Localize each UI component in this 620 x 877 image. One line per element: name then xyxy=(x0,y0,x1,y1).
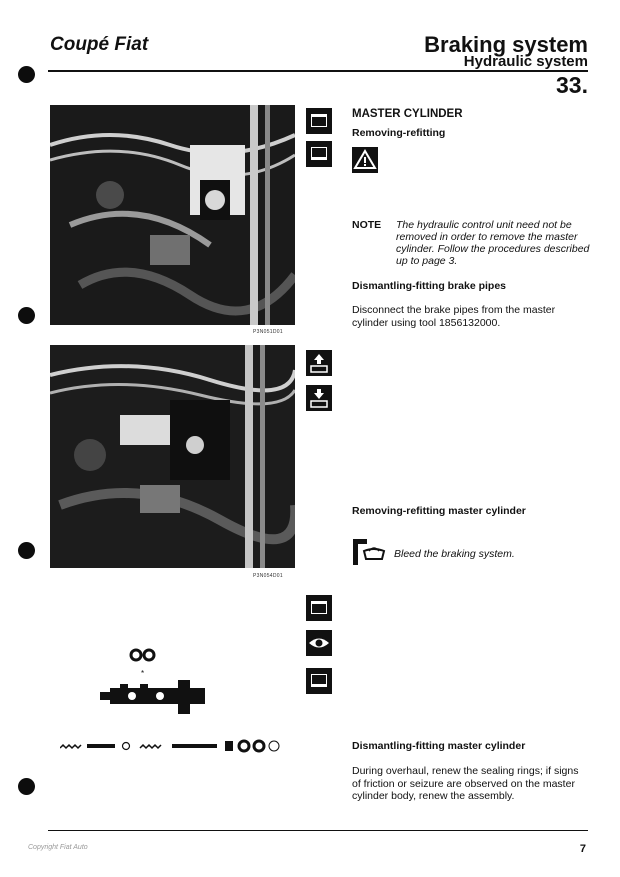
section-heading: MASTER CYLINDER xyxy=(352,108,463,120)
exploded-drawing-svg xyxy=(60,640,300,765)
footer-rule xyxy=(48,830,588,831)
bleed-brakes-icon xyxy=(352,537,386,567)
brake-pipes-text: Disconnect the brake pipes from the master cylinder using tool 1856132000. xyxy=(352,304,556,329)
procedure-symbol-icon xyxy=(306,108,332,134)
eye-inspect-icon xyxy=(306,630,332,656)
brake-pipes-heading: Dismantling-fitting brake pipes xyxy=(352,280,507,292)
warning-triangle-icon-svg xyxy=(352,147,378,173)
refit-symbol-icon xyxy=(306,385,332,411)
chapter-subtitle: Hydraulic system xyxy=(463,53,588,70)
refit-arrow-svg xyxy=(306,385,332,411)
procedure-symbol-icon xyxy=(306,595,332,621)
binder-hole xyxy=(18,542,35,559)
eye-inspect-svg xyxy=(306,630,332,656)
remove-symbol-icon xyxy=(306,350,332,376)
section-subheading: Removing-refitting xyxy=(352,127,446,139)
bleed-brakes-svg xyxy=(352,537,386,567)
remove-arrow-svg xyxy=(306,350,332,376)
procedure-symbol-icon xyxy=(306,668,332,694)
binder-hole xyxy=(18,66,35,83)
engine-photo-2 xyxy=(50,345,295,568)
engine-photo-1 xyxy=(50,105,295,325)
figure-caption: P3N051D01 xyxy=(253,329,283,335)
copyright-text: Copyright Fiat Auto xyxy=(28,844,88,851)
removing-master-heading: Removing-refitting master cylinder xyxy=(352,505,526,517)
chapter-title: Braking system xyxy=(424,32,588,57)
engine-photo-1-graphic xyxy=(50,105,295,325)
master-cylinder-exploded-drawing xyxy=(60,640,300,765)
warning-triangle-icon xyxy=(352,147,378,173)
dismantling-master-heading: Dismantling-fitting master cylinder xyxy=(352,740,526,752)
header-rule xyxy=(48,70,588,72)
binder-hole xyxy=(18,778,35,795)
section-number: 33. xyxy=(556,72,588,98)
dismantling-master-text: During overhaul, renew the sealing rings; if signs of friction or seizure are observed on the master cylinder body, renew the assembly. xyxy=(352,765,579,802)
figure-caption: P3N054D01 xyxy=(253,573,283,579)
note-text: The hydraulic control unit need not be removed in order to remove the master cylinder. Follow the procedures described up to page 3. xyxy=(396,219,590,267)
procedure-symbol-icon xyxy=(306,141,332,167)
binder-hole xyxy=(18,307,35,324)
svg-text:*: * xyxy=(141,669,145,678)
page-number: 7 xyxy=(579,843,586,855)
bleed-text: Bleed the braking system. xyxy=(394,548,515,560)
brand-title: Coupé Fiat xyxy=(50,34,149,55)
engine-photo-2-graphic xyxy=(50,345,295,568)
note-label: NOTE xyxy=(352,219,382,231)
